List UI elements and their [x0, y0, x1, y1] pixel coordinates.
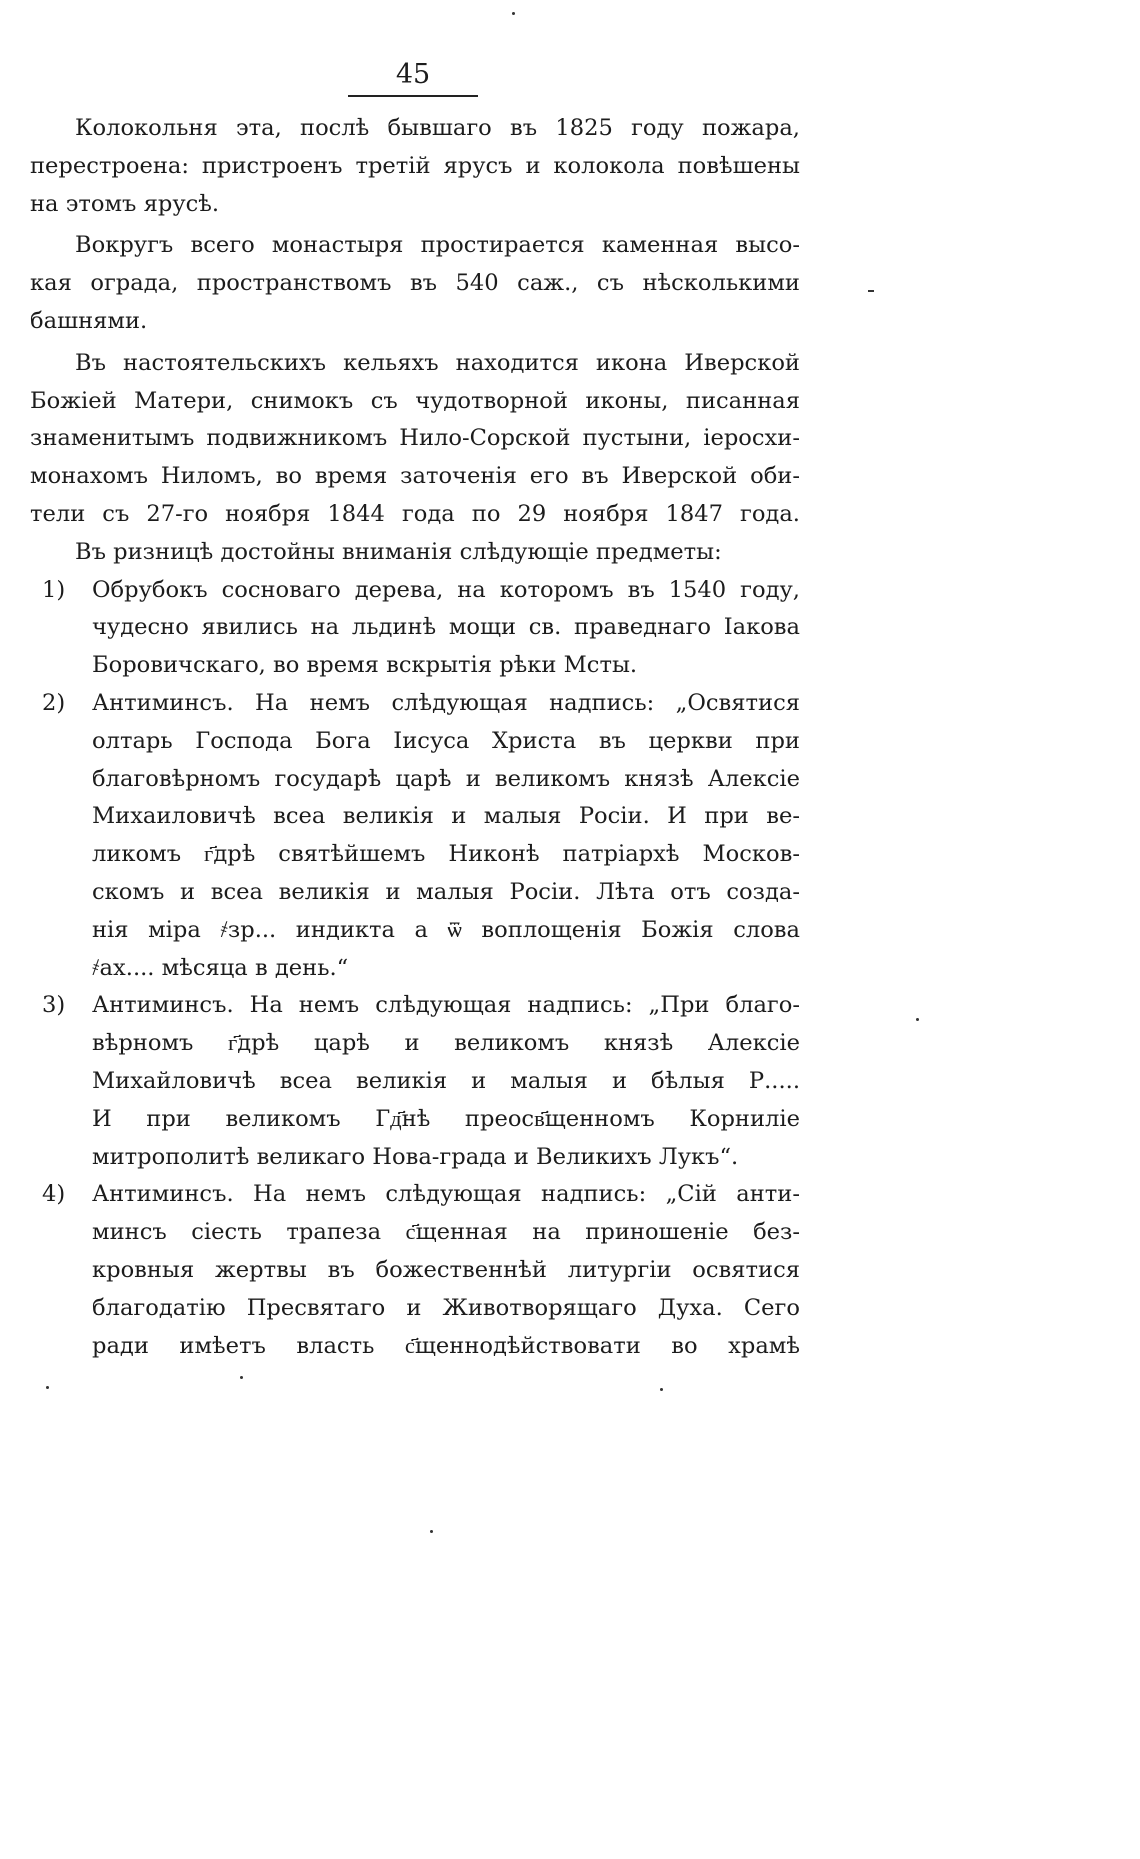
text-line: нія міра ҂зр... индикта а ѿ воплощенія Божія слова: [92, 916, 800, 943]
list-item: [30, 1176, 800, 1365]
text-line: на этомъ ярусѣ.: [30, 190, 220, 217]
scan-speck: [916, 1018, 919, 1021]
text-line: башнями.: [30, 307, 148, 334]
text-line: ҂ах.... мѣсяца в день.“: [92, 954, 349, 981]
text-line: благовѣрномъ государѣ царѣ и великомъ князѣ Алексіе: [92, 765, 800, 792]
text-line: кая ограда, пространствомъ въ 540 саж., съ нѣсколькими: [30, 270, 800, 297]
text-line: ради имѣетъ власть с҃щеннодѣйствовати во храмѣ: [92, 1332, 800, 1359]
scan-speck: [240, 1376, 243, 1379]
scan-speck: [46, 1386, 49, 1389]
text-line: тели съ 27-го ноября 1844 года по 29 ноября 1847 года.: [30, 500, 800, 527]
text-line: перестроена: пристроенъ третій ярусъ и колокола повѣшены: [30, 152, 800, 179]
paragraph-enclosure: [30, 227, 800, 340]
list-item: [30, 685, 800, 987]
text-line: Обрубокъ сосноваго дерева, на которомъ въ 1540 году,: [92, 576, 800, 603]
text-line: благодатію Пресвятаго и Животворящаго Духа. Сего: [92, 1294, 800, 1321]
text-line: чудесно явились на льдинѣ мощи св. праведнаго Іакова: [92, 614, 800, 641]
scan-speck: [430, 1530, 433, 1533]
text-line: олтарь Господа Бога Іисуса Христа въ церкви при: [92, 727, 800, 754]
text-line: Колокольня эта, послѣ бывшаго въ 1825 году пожара,: [75, 115, 800, 141]
text-line: Вокругъ всего монастыря простирается каменная высо-: [75, 232, 800, 259]
list-item: [30, 572, 800, 685]
scan-speck: [660, 1388, 663, 1391]
text-line: кровныя жертвы въ божественнѣй литургіи освятися: [92, 1256, 800, 1283]
text-line: ликомъ г҃дрѣ святѣйшемъ Никонѣ патріархѣ Москов-: [92, 841, 800, 868]
scan-speck: [868, 290, 874, 292]
header-rule: [348, 95, 478, 97]
text-line: Михайловичѣ всеа великія и малыя и бѣлыя Р.....: [92, 1067, 800, 1094]
text-line: Боровичскаго, во время вскрытія рѣки Мсты.: [92, 652, 638, 679]
text-line: вѣрномъ г҃дрѣ царѣ и великомъ князѣ Алексіе: [92, 1030, 800, 1057]
paragraph-icon: [30, 345, 800, 534]
text-line: Антиминсъ. На немъ слѣдующая надпись: „Освятися: [92, 689, 800, 716]
item-number: 3): [42, 992, 66, 1019]
paragraph-bell-tower: [30, 110, 800, 223]
text-line: митрополитѣ великаго Нова-града и Великихъ Лукъ“.: [92, 1143, 739, 1170]
item-number: 4): [42, 1181, 66, 1208]
text-line: Антиминсъ. На немъ слѣдующая надпись: „Сій анти-: [92, 1181, 800, 1208]
item-number: 2): [42, 689, 66, 716]
list-item: [30, 987, 800, 1176]
text-line: Михаиловичѣ всеа великія и малыя Росіи. И при ве-: [92, 803, 800, 830]
page-body: [30, 110, 800, 1365]
paragraph-sacristy-intro: [30, 534, 800, 572]
text-line: Въ настоятельскихъ кельяхъ находится икона Иверской: [75, 349, 800, 376]
text-line: Антиминсъ. На немъ слѣдующая надпись: „При благо-: [92, 992, 800, 1019]
page-number: 45: [395, 59, 431, 90]
text-line: Божіей Матери, снимокъ съ чудотворной иконы, писанная: [30, 387, 800, 414]
item-number: 1): [42, 576, 66, 603]
text-line: минсъ сіесть трапеза с҃щенная на приношеніе без-: [92, 1219, 800, 1246]
text-line: скомъ и всеа великія и малыя Росіи. Лѣта отъ созда-: [92, 878, 800, 905]
text-line: монахомъ Ниломъ, во время заточенія его въ Иверской оби-: [30, 463, 800, 490]
text-line: знаменитымъ подвижникомъ Нило-Сорской пустыни, іеросхи-: [30, 425, 800, 452]
text-line: И при великомъ Гд҃нѣ преосв҃щенномъ Корниліе: [92, 1105, 800, 1132]
scan-speck: [512, 12, 515, 15]
text-line: Въ ризницѣ достойны вниманія слѣдующіе предметы:: [75, 538, 722, 565]
